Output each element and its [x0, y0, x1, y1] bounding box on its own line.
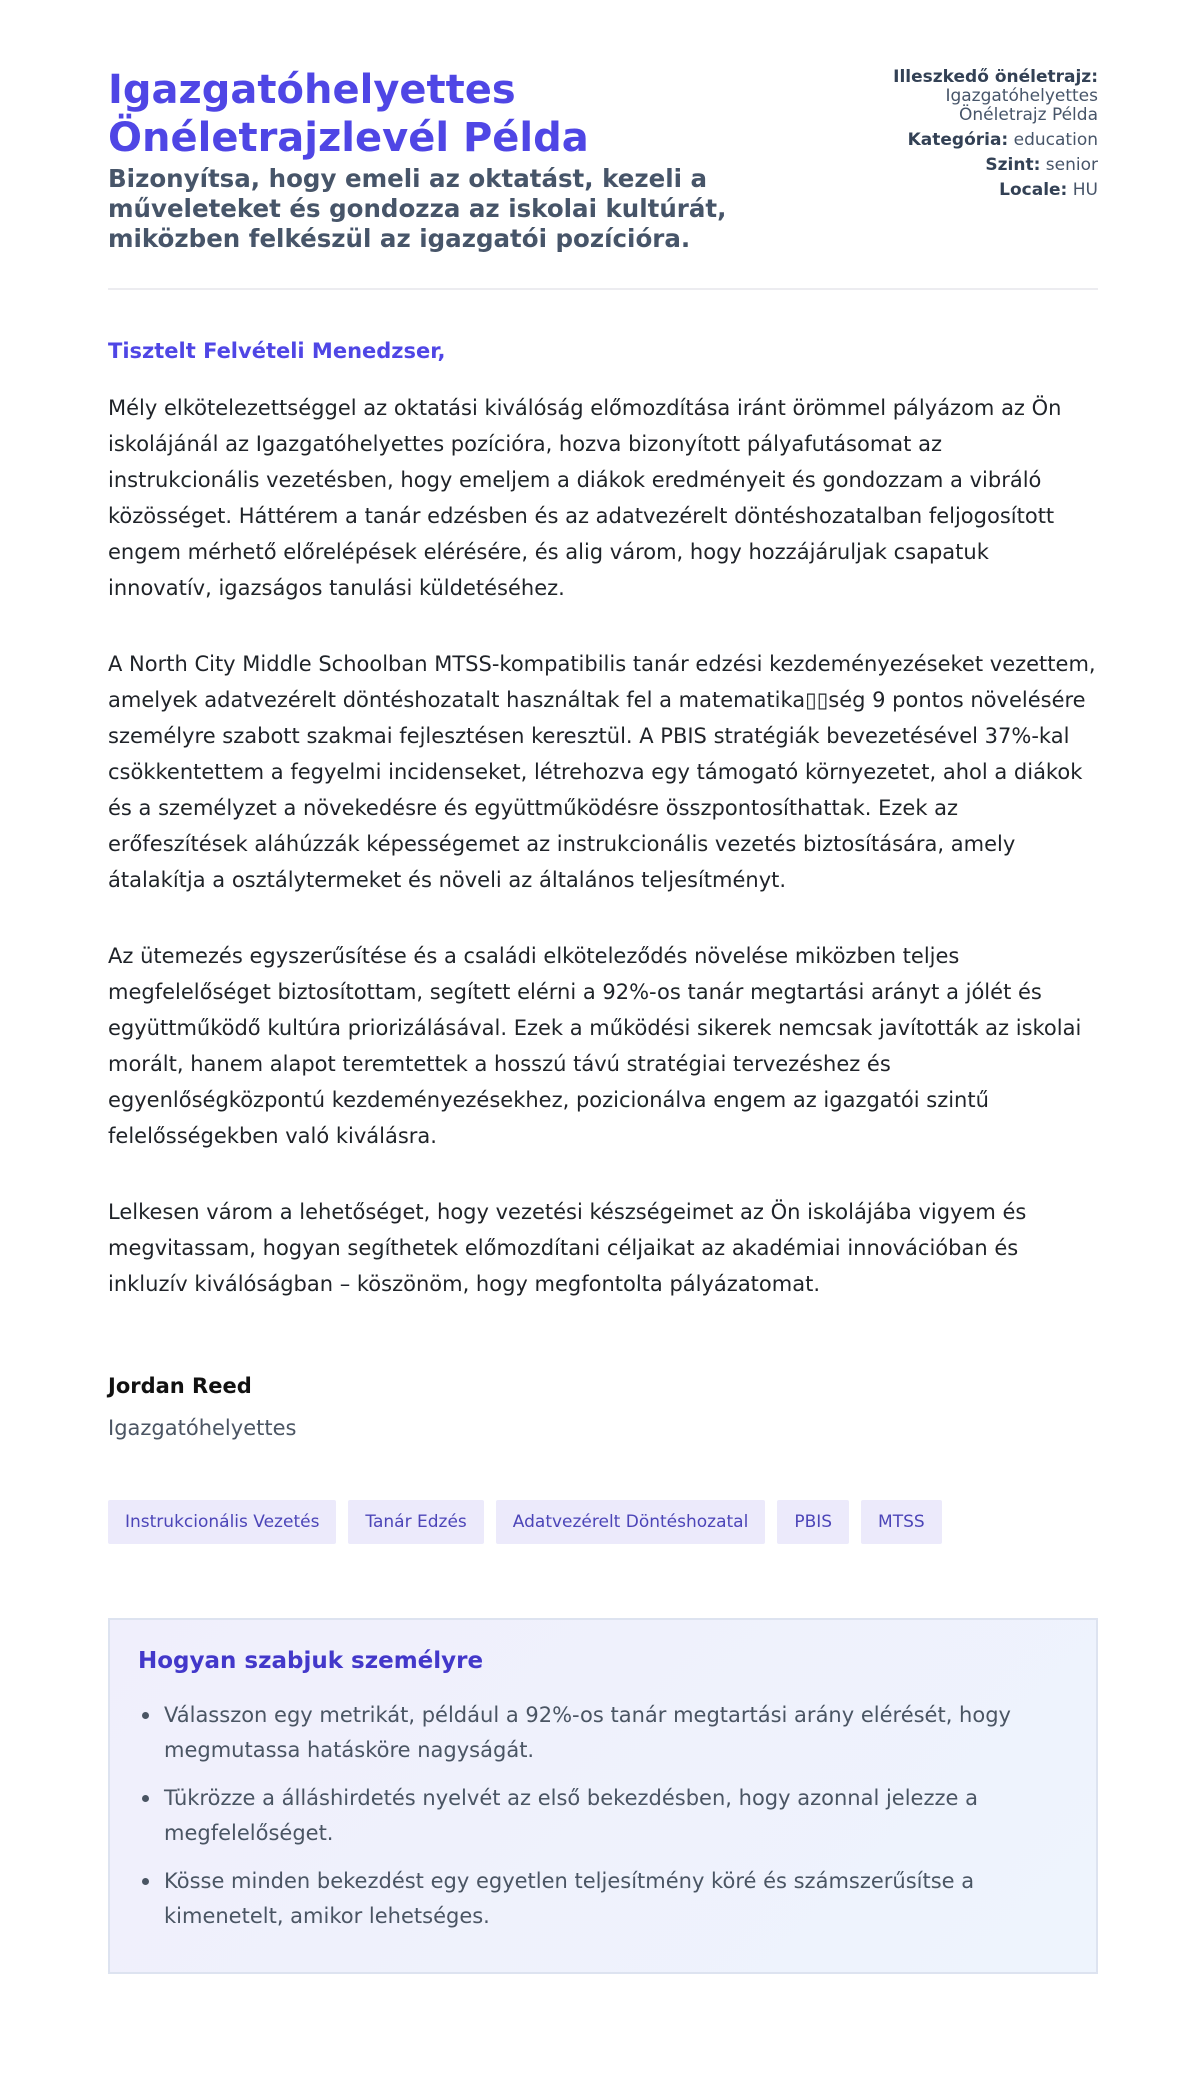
skill-tags [108, 1500, 1098, 1544]
meta-locale-value: HU [1072, 180, 1098, 200]
letter-paragraph: Mély elkötelezettséggel az oktatási kiválóság előmozdítása iránt örömmel pályázom az Ön iskolájánál az Igazgatóhelyettes pozícióra, hozva bizonyított pályafutásomat az instrukcionális vezetésben, hogy emeljem a diákok eredményeit és gondozzam a vibráló közösséget. Háttérem a tanár edzésben és az adatvezérelt döntéshozatalban feljogosított engem mérhető előrelépések elérésére, és alig várom, hogy hozzájáruljak csapatuk innovatív, igazságos tanulási küldetéséhez. [108, 396, 1062, 600]
skill-tag: MTSS [861, 1500, 942, 1544]
page-title: Igazgatóhelyettes Önéletrajzlevél Példa [108, 67, 589, 161]
skill-tag: Instrukcionális Vezetés [108, 1500, 336, 1544]
letter-paragraph: Lelkesen várom a lehetőséget, hogy vezetési készségeimet az Ön iskolájába vigyem és megvitassam, hogyan segíthetek előmozdítani céljaikat az akadémiai innovációban és inkluzív kiválóságban – köszönöm, hogy megfontolta pályázatomat. [108, 1200, 1027, 1296]
customization-tips-box [108, 1618, 1098, 1974]
meta-category [868, 131, 1098, 150]
bullet-icon [142, 1878, 149, 1885]
letter-paragraph: A North City Middle Schoolban MTSS-kompatibilis tanár edzési kezdeményezéseket vezettem, amelyek adatvezérelt döntéshozatalt használtak fel a matematika▯▯ség 9 pontos növelésére személyre szabott szakmai fejlesztésen keresztül. A PBIS stratégiák bevezetésével 37%-kal csökkentettem a fegyelmi incidenseket, létrehozva egy támogató környezetet, ahol a diákok és a személyzet a növekedésre és együttműködésre összpontosíthattak. Ezek az erőfeszítések aláhúzzák képességemet az instrukcionális vezetés biztosítására, amely átalakítja a osztálytermeket és növeli az általános teljesítményt. [108, 652, 1096, 892]
meta-level-label: Szint: [985, 155, 1041, 175]
meta-level [868, 156, 1098, 175]
cover-letter-page [108, 66, 1098, 1974]
signature-name: Jordan Reed [108, 1374, 252, 1398]
tip-item [164, 1781, 1068, 1851]
letter-salutation: Tisztelt Felvételi Menedzser, [108, 339, 446, 363]
tips-list [138, 1698, 1068, 1934]
tip-item [164, 1864, 1068, 1934]
meta-resume-value: Igazgatóhelyettes Önéletrajz Példa [945, 86, 1098, 125]
meta-locale [868, 181, 1098, 200]
meta-category-label: Kategória: [907, 130, 1009, 150]
skill-tag: Tanár Edzés [348, 1500, 483, 1544]
page-subtitle: Bizonyítsa, hogy emeli az oktatást, kezeli a műveleteket és gondozza az iskolai kultúrát, miközben felkészül az igazgatói pozícióra. [108, 164, 727, 253]
signature-title: Igazgatóhelyettes [108, 1416, 297, 1440]
skill-tag: Adatvezérelt Döntéshozatal [496, 1500, 766, 1544]
meta-resume-label: Illeszkedő önéletrajz: [893, 67, 1098, 87]
meta-matching-resume [868, 68, 1098, 125]
header-title-block [108, 66, 788, 254]
tip-text: Tükrözze a álláshirdetés nyelvét az első bekezdésben, hogy azonnal jelezze a megfelelőséget. [164, 1786, 978, 1845]
letter-paragraph: Az ütemezés egyszerűsítése és a családi elköteleződés növelése miközben teljes megfelelőséget biztosítottam, segített elérni a 92%-os tanár megtartási arányt a jólét és együttműködő kultúra priorizálásával. Ezek a működési sikerek nemcsak javították az iskolai morált, hanem alapot teremtettek a hosszú távú stratégiai tervezéshez és egyenlőségközpontú kezdeményezésekhez, pozicionálva engem az igazgatói szintű felelősségekben való kiválásra. [108, 944, 1082, 1148]
tips-title: Hogyan szabjuk személyre [138, 1648, 484, 1674]
meta-category-value: education [1013, 130, 1098, 150]
skill-tag: PBIS [777, 1500, 849, 1544]
tip-text: Kösse minden bekezdést egy egyetlen teljesítmény köré és számszerűsítse a kimenetelt, amikor lehetséges. [164, 1869, 975, 1928]
header-divider [108, 288, 1098, 290]
signature-block [108, 1372, 1098, 1442]
tip-text: Válasszon egy metrikát, például a 92%-os tanár megtartási arány elérését, hogy megmutassa hatásköre nagyságát. [164, 1703, 1011, 1762]
metadata-panel [868, 68, 1098, 206]
bullet-icon [142, 1795, 149, 1802]
meta-locale-label: Locale: [999, 180, 1068, 200]
bullet-icon [142, 1712, 149, 1719]
meta-level-value: senior [1045, 155, 1098, 175]
page-header [108, 66, 1098, 254]
tip-item [164, 1698, 1068, 1768]
